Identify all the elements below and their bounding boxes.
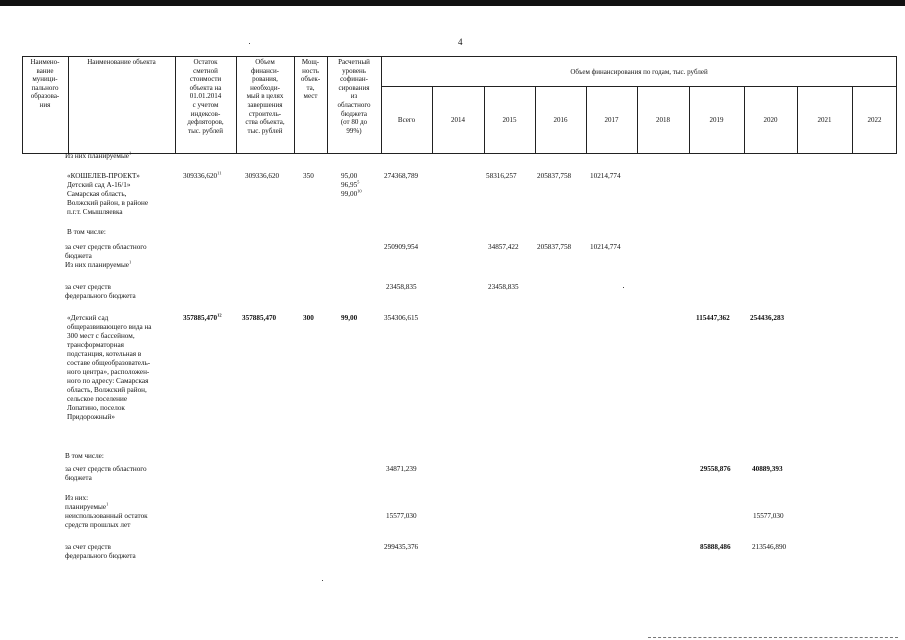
total-value: 23458,835: [386, 283, 417, 291]
object-name-kindergarten: «Детский сад общеразвивающего вида на 300 мест с бассейном, трансформаторная подстанция, котельная в составе общеобразователь- ного центра», расположен- ного по адресу: Самарская область, Волжский район, сельское поселение Лопатино, поселок Придорожный»: [67, 314, 152, 421]
scan-bottom-edge: [648, 637, 898, 638]
remaining-cost-value: 309336,620$^{11}$: [183, 170, 222, 180]
funding-needed-value: 309336,620: [245, 172, 280, 180]
planned-label: планируемые$^1$: [65, 501, 109, 511]
value-2015: 58316,257: [486, 172, 517, 180]
scan-speck: [623, 287, 624, 288]
total-value: 34871,239: [386, 465, 417, 473]
header-cofinancing: Расчетный уровень софинан- сирования из областного бюджета (от 80 до 99%): [337, 58, 371, 135]
header-funding-needed: Объем финанси- рования, необходи- мый в целях завершения строитель- ства объекта, тыс. рублей: [245, 58, 285, 135]
including-label: В том числе:: [67, 228, 106, 236]
value-2015: 34857,422: [488, 243, 519, 251]
federal-budget-label: за счет средств федерального бюджета: [65, 543, 136, 560]
header-year-2015: 2015: [502, 116, 517, 124]
header-year-2020: 2020: [763, 116, 778, 124]
remaining-cost-value: 357885,470$^{12}$: [183, 312, 222, 322]
value-2020: 15577,030: [753, 512, 784, 520]
header-capacity: Мощ- ность объек- та, мест: [300, 58, 321, 101]
cofinancing-value: 96,95$^5$: [341, 179, 360, 189]
scan-speck: [322, 580, 323, 581]
funding-needed-value: 357885,470: [242, 314, 277, 322]
total-value: 299435,376: [384, 543, 419, 551]
total-value: 274368,789: [384, 172, 419, 180]
scan-top-border: [0, 0, 905, 6]
header-year-2014: 2014: [451, 116, 465, 124]
total-value: 15577,030: [386, 512, 417, 520]
header-year-2019: 2019: [709, 116, 724, 124]
header-year-2017: 2017: [604, 116, 619, 124]
page-number: 4: [458, 37, 463, 47]
cofinancing-value: 99,00: [341, 314, 358, 322]
header-year-2021: 2021: [817, 116, 832, 124]
capacity-value: 300: [303, 314, 314, 322]
total-value: 250909,954: [384, 243, 419, 251]
header-remaining-cost: Остаток сметной стоимости объекта на 01.01.2014 с учетом индексов- дефляторов, тыс. рублей: [187, 58, 224, 135]
including-label: В том числе:: [65, 452, 104, 460]
object-name-koshelev: «КОШЕЛЕВ-ПРОЕКТ» Детский сад А-16/1» Самарская область, Волжский район, в районе п.г.т. Смышляевка: [67, 172, 149, 216]
value-2019: 85888,486: [700, 543, 731, 551]
of-them-label: Из них:: [65, 494, 89, 502]
header-total: Всего: [397, 116, 416, 124]
value-2020: 254436,283: [750, 314, 785, 322]
federal-budget-label: за счет средств федерального бюджета: [65, 283, 136, 300]
row-planned-label: Из них планируемые$^1$: [65, 150, 132, 160]
header-object-name: Наименование объекта: [87, 58, 156, 66]
value-2015: 23458,835: [488, 283, 519, 291]
capacity-value: 350: [303, 172, 314, 180]
value-2017: 10214,774: [590, 243, 621, 251]
cofinancing-value: 95,00: [341, 172, 358, 180]
header-year-2016: 2016: [553, 116, 568, 124]
header-year-2018: 2018: [656, 116, 670, 124]
value-2016: 205837,758: [537, 243, 572, 251]
cofinancing-value: 99,00$^{10}$: [341, 188, 362, 198]
value-2019: 115447,362: [696, 314, 730, 322]
value-2019: 29558,876: [700, 465, 731, 473]
value-2017: 10214,774: [590, 172, 621, 180]
total-value: 354306,615: [384, 314, 419, 322]
header-year-2022: 2022: [867, 116, 882, 124]
value-2016: 205837,758: [537, 172, 572, 180]
header-municipality: Наимено- вание муници- пального образова- ния: [30, 58, 60, 109]
scan-speck: [249, 43, 250, 44]
value-2020: 213546,890: [752, 543, 787, 551]
value-2020: 40889,393: [752, 465, 783, 473]
unused-balance-label: неиспользованный остаток средств прошлых лет: [65, 512, 148, 529]
regional-budget-label: за счет средств областного бюджета: [65, 465, 147, 482]
header-by-years: Объем финансирования по годам, тыс. рублей: [570, 68, 708, 76]
regional-budget-label: за счет средств областного бюджета Из них планируемые$^1$: [65, 243, 147, 269]
